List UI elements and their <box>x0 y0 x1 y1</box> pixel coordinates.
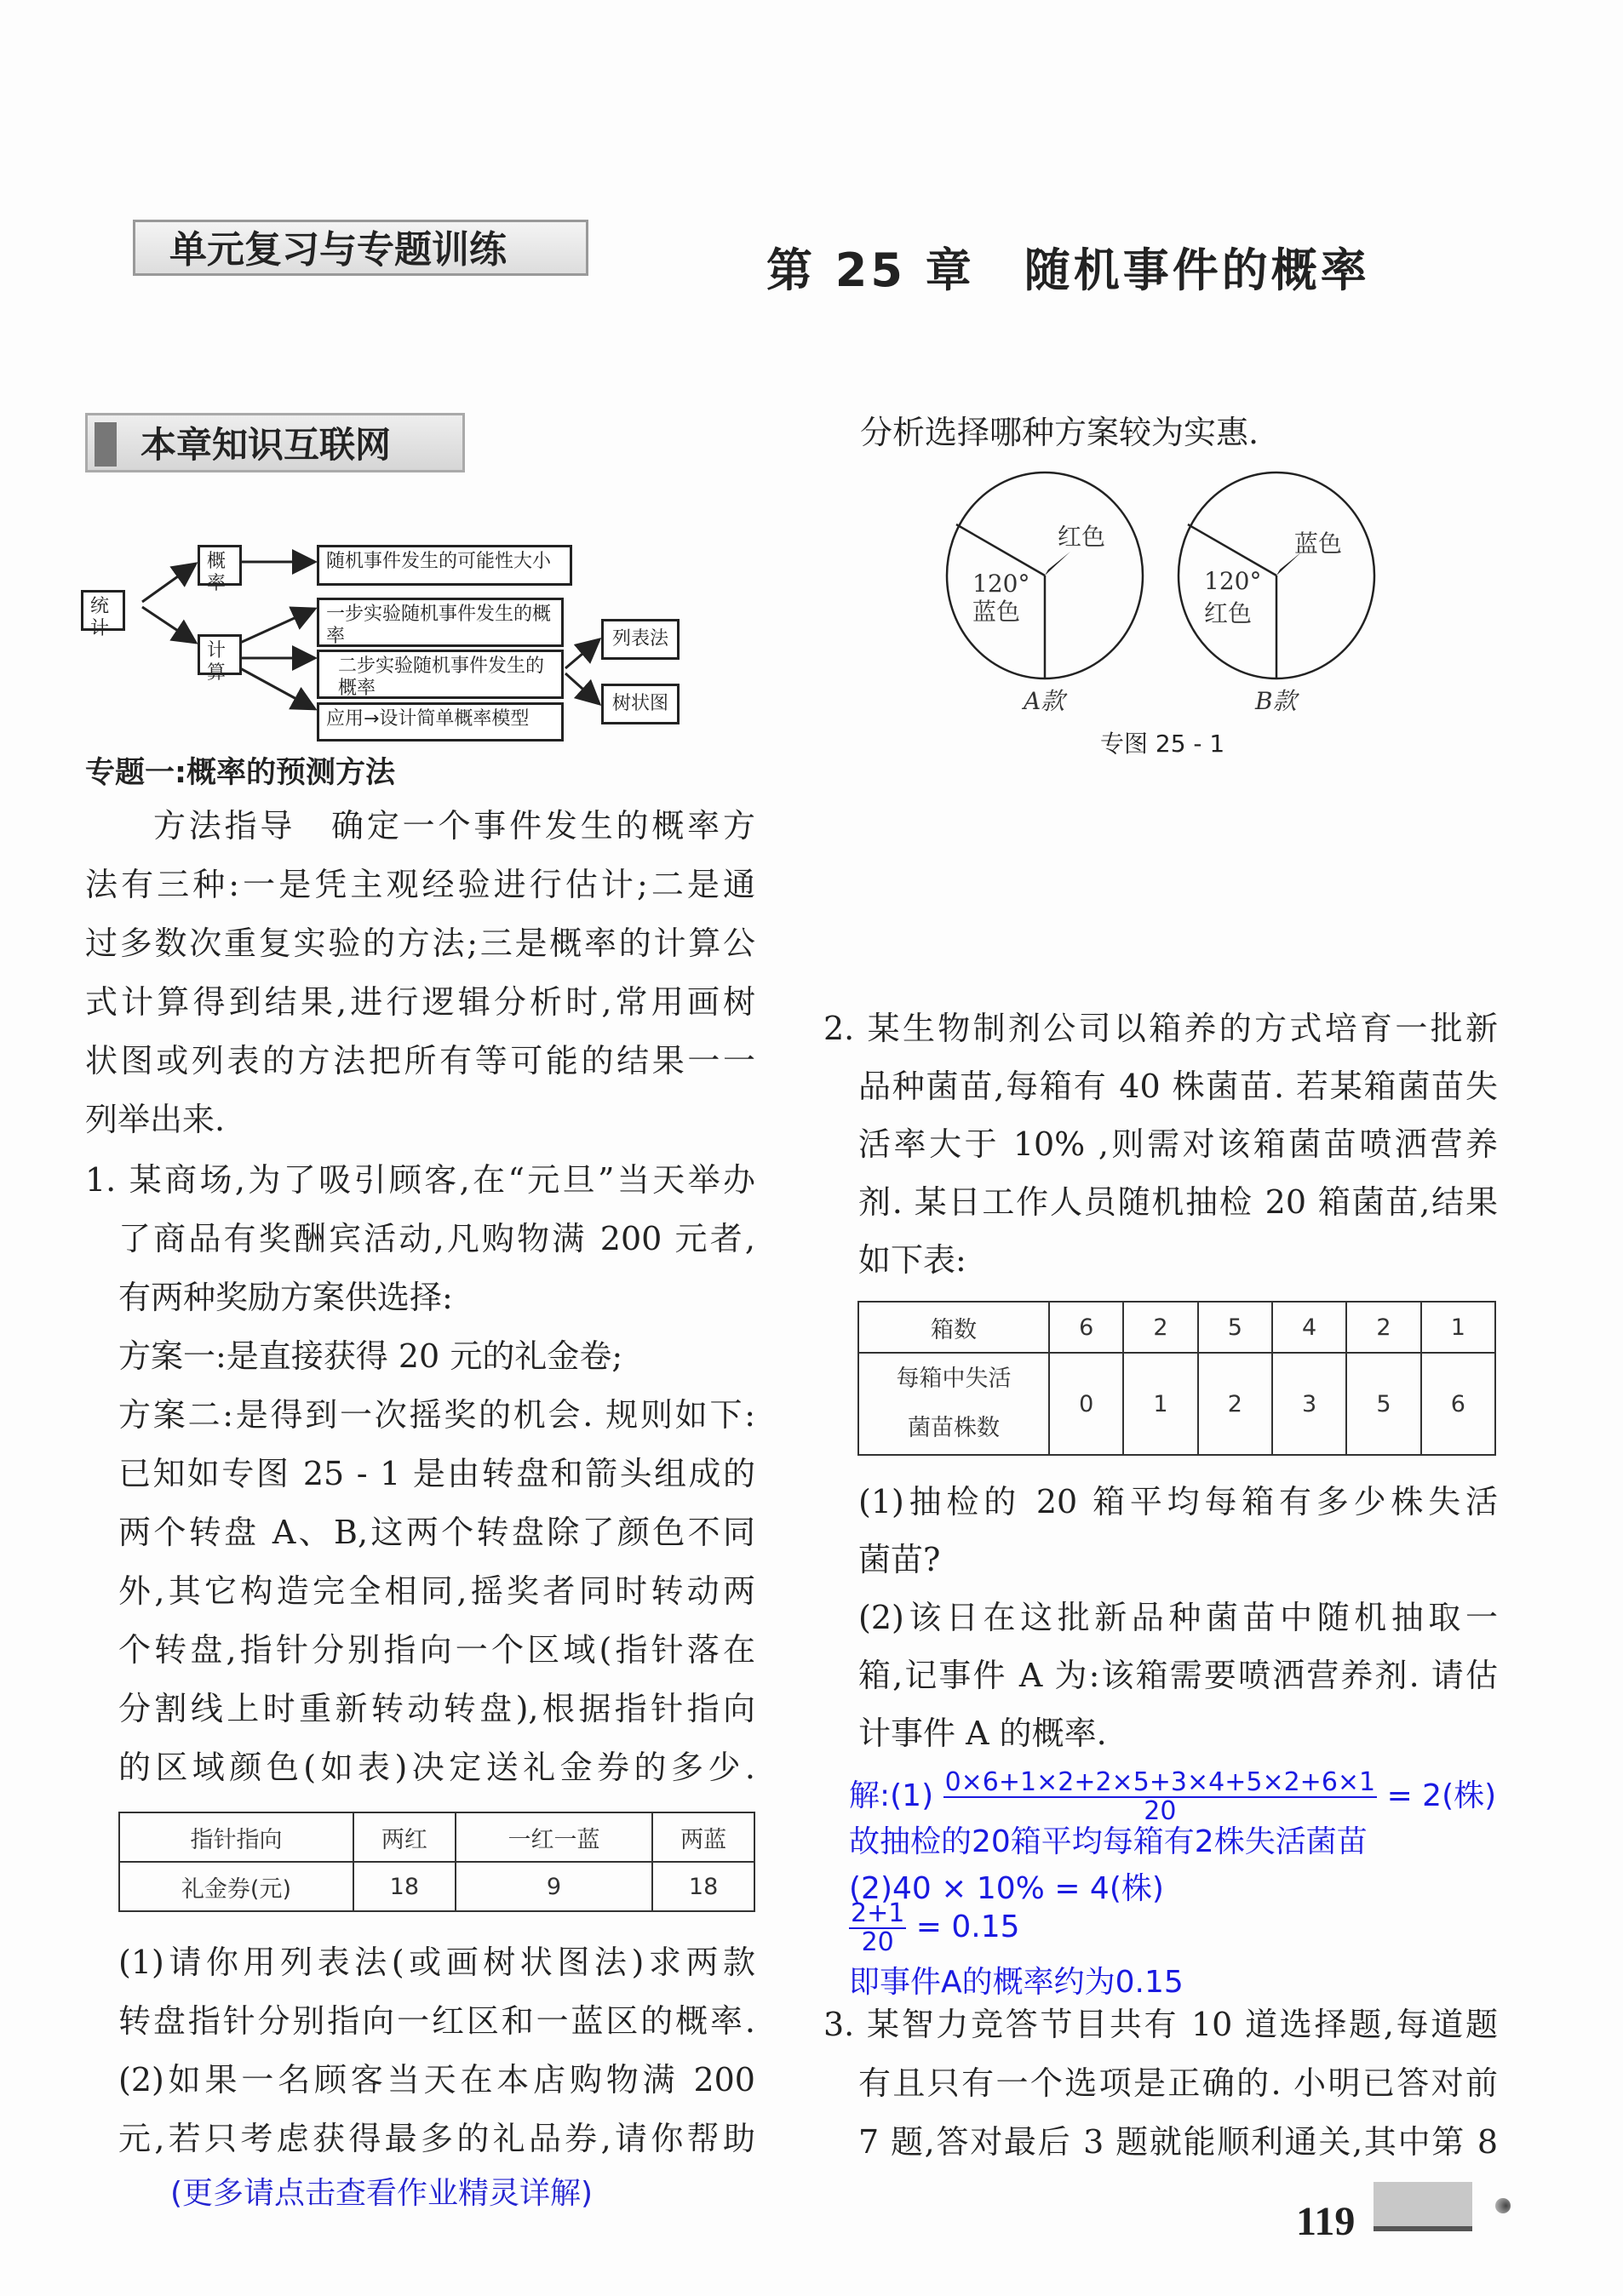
text-line: 有两种奖励方案供选择: <box>118 1279 453 1316</box>
concept-two-step: 二步实验随机事件发生的概率 <box>317 650 564 699</box>
pointer-a-icon <box>1045 552 1070 575</box>
table-cell: 5 <box>1198 1302 1272 1353</box>
table-cell: 6 <box>1049 1302 1123 1353</box>
solution-line-2: 故抽检的20箱平均每箱有2株失活菌苗 <box>849 1824 1368 1859</box>
solution-prefix: 解:(1) <box>849 1778 934 1813</box>
text-line: 计事件 A 的概率. <box>858 1715 1107 1752</box>
denominator: 20 <box>861 1927 894 1957</box>
table-cell <box>858 1353 1049 1455</box>
question-1-continuation: 分析选择哪种方案较为实惠. <box>860 414 1259 451</box>
concept-one-step: 一步实验随机事件发生的概率 <box>317 598 564 647</box>
concept-statistics: 统计 <box>81 590 125 631</box>
text-line: (2)如果一名顾客当天在本店购物满 200 <box>118 2061 755 2098</box>
text-line: 元,若只考虑获得最多的礼品券,请你帮助 <box>118 2120 755 2157</box>
numerator: 0×6+1×2+2×5+3×4+5×2+6×1 <box>944 1767 1376 1797</box>
table-row <box>858 1353 1495 1455</box>
table-row <box>858 1302 1495 1353</box>
solution-line-5: 即事件A的概率约为0.15 <box>849 1965 1184 2000</box>
knowledge-network-label <box>85 413 465 472</box>
table-cell: 两红 <box>353 1812 456 1862</box>
chapter-title: 第 25 章 随机事件的概率 <box>766 243 1370 297</box>
text-line: 2. 某生物制剂公司以箱养的方式培育一批新 <box>823 1010 1498 1047</box>
table-cell: 两蓝 <box>652 1812 754 1862</box>
subject-logo <box>1374 2182 1472 2231</box>
table-cell: 箱数 <box>858 1302 1049 1353</box>
row-label-line1: 每箱中失活 <box>896 1366 1012 1392</box>
table-cell: 5 <box>1346 1353 1420 1455</box>
section-marker-icon <box>95 422 117 467</box>
table-cell: 2 <box>1123 1302 1197 1353</box>
concept-table-method: 列表法 <box>601 619 680 660</box>
text-line: 7 题,答对最后 3 题就能顺利通关,其中第 8 <box>858 2123 1498 2161</box>
table-cell: 9 <box>456 1862 652 1911</box>
seedling-table <box>857 1301 1496 1456</box>
table-cell: 18 <box>353 1862 456 1911</box>
page-number: 119 <box>1296 2199 1356 2244</box>
text-line: 品种菌苗,每箱有 40 株菌苗. 若某箱菌苗失 <box>858 1068 1498 1105</box>
text-line: 剂. 某日工作人员随机抽检 20 箱菌苗,结果 <box>858 1183 1498 1221</box>
text-line: 1. 某商场,为了吸引顾客,在“元旦”当天举办 <box>85 1161 755 1199</box>
text-line: 分割线上时重新转动转盘),根据指针指向 <box>118 1690 755 1727</box>
numerator: 2+1 <box>851 1898 905 1928</box>
spinner-b-angle-sector: 红色 <box>1204 599 1253 627</box>
table-row <box>119 1862 754 1911</box>
text-line: 外,其它构造完全相同,摇奖者同时转动两 <box>118 1572 755 1610</box>
concept-calculation: 计算 <box>198 634 242 675</box>
concept-probability-definition: 随机事件发生的可能性大小 <box>317 545 572 586</box>
solution-result: = 2(株) <box>1386 1778 1497 1813</box>
text-line: 式计算得到结果,进行逻辑分析时,常用画树 <box>85 983 755 1021</box>
spinner-a-angle-sector: 蓝色 <box>972 598 1021 626</box>
spinner-b-angle: 120° <box>1204 567 1262 595</box>
table-cell: 18 <box>652 1862 754 1911</box>
text-line: 如下表: <box>858 1241 966 1279</box>
prize-table <box>118 1812 755 1912</box>
text-line: 个转盘,指针分别指向一个区域(指针落在 <box>118 1631 755 1669</box>
text-line: 方法指导 确定一个事件发生的概率方 <box>153 807 755 845</box>
table-cell: 4 <box>1272 1302 1346 1353</box>
solution-line-4 <box>849 1900 1020 1956</box>
solution-line-3: (2)40 × 10% = 4(株) <box>849 1871 1164 1906</box>
text-line: 方案一:是直接获得 20 元的礼金卷; <box>118 1337 623 1375</box>
text-line: (2)该日在这批新品种菌苗中随机抽取一 <box>858 1599 1498 1636</box>
figure-caption: 专图 25 - 1 <box>1100 730 1225 758</box>
denominator: 20 <box>1144 1796 1177 1826</box>
topic-heading: 专题一:概率的预测方法 <box>85 756 395 790</box>
text-line: 过多数次重复实验的方法;三是概率的计算公 <box>85 925 755 962</box>
table-cell: 指针指向 <box>119 1812 353 1862</box>
spinner-a-name: A款 <box>1024 687 1065 715</box>
text-line: 方案二:是得到一次摇奖的机会. 规则如下: <box>118 1396 755 1434</box>
spinner-figure <box>928 464 1405 719</box>
text-line: 菌苗? <box>858 1541 941 1578</box>
text-line: 状图或列表的方法把所有等可能的结果一一 <box>85 1042 755 1079</box>
table-row <box>119 1812 754 1862</box>
text-line: 已知如专图 25 - 1 是由转盘和箭头组成的 <box>118 1455 755 1492</box>
section-label: 单元复习与专题训练 <box>133 220 588 276</box>
text-line: 法有三种:一是凭主观经验进行估计;二是通 <box>85 866 755 903</box>
spinner-b-name: B款 <box>1255 687 1297 715</box>
text-line: 了商品有奖酬宾活动,凡购物满 200 元者, <box>118 1220 755 1257</box>
bullet-icon <box>1495 2198 1511 2213</box>
table-cell: 礼金券(元) <box>119 1862 353 1911</box>
text-line: (1)抽检的 20 箱平均每箱有多少株失活 <box>858 1483 1498 1520</box>
fraction <box>849 1900 906 1956</box>
spinner-a-angle: 120° <box>972 570 1030 598</box>
more-details-link[interactable]: (更多请点击查看作业精灵详解) <box>170 2176 594 2211</box>
text-line: 活率大于 10% ,则需对该箱菌苗喷洒营养 <box>858 1125 1498 1163</box>
row-label-line2: 菌苗株数 <box>908 1415 1000 1441</box>
spinner-b-sector-label: 蓝色 <box>1294 530 1343 558</box>
text-line: 3. 某智力竞答节目共有 10 道选择题,每道题 <box>823 2006 1498 2043</box>
table-cell: 3 <box>1272 1353 1346 1455</box>
table-cell: 6 <box>1421 1353 1495 1455</box>
table-cell: 1 <box>1421 1302 1495 1353</box>
concept-application: 应用→设计简单概率模型 <box>317 702 564 741</box>
spinner-a-sector-label: 红色 <box>1058 523 1106 551</box>
concept-probability: 概率 <box>198 545 242 586</box>
table-cell: 2 <box>1346 1302 1420 1353</box>
table-cell: 0 <box>1049 1353 1123 1455</box>
text-line: 列举出来. <box>85 1101 226 1138</box>
text-line: 箱,记事件 A 为:该箱需要喷洒营养剂. 请估 <box>858 1657 1498 1694</box>
text-line: 的区域颜色(如表)决定送礼金券的多少. <box>118 1749 755 1786</box>
text-line: 转盘指针分别指向一红区和一蓝区的概率. <box>118 2002 755 2040</box>
text-line: (1)请你用列表法(或画树状图法)求两款 <box>118 1944 755 1981</box>
concept-map <box>78 515 708 741</box>
table-cell: 2 <box>1198 1353 1272 1455</box>
text-line: 有且只有一个选项是正确的. 小明已答对前 <box>858 2064 1498 2102</box>
text-line: 两个转盘 A、B,这两个转盘除了颜色不同 <box>118 1514 755 1551</box>
knowledge-label-text: 本章知识互联网 <box>141 424 392 466</box>
table-cell: 一红一蓝 <box>456 1812 652 1862</box>
concept-tree-method: 树状图 <box>601 684 680 724</box>
table-cell: 1 <box>1123 1353 1197 1455</box>
solution-result: = 0.15 <box>915 1910 1020 1944</box>
